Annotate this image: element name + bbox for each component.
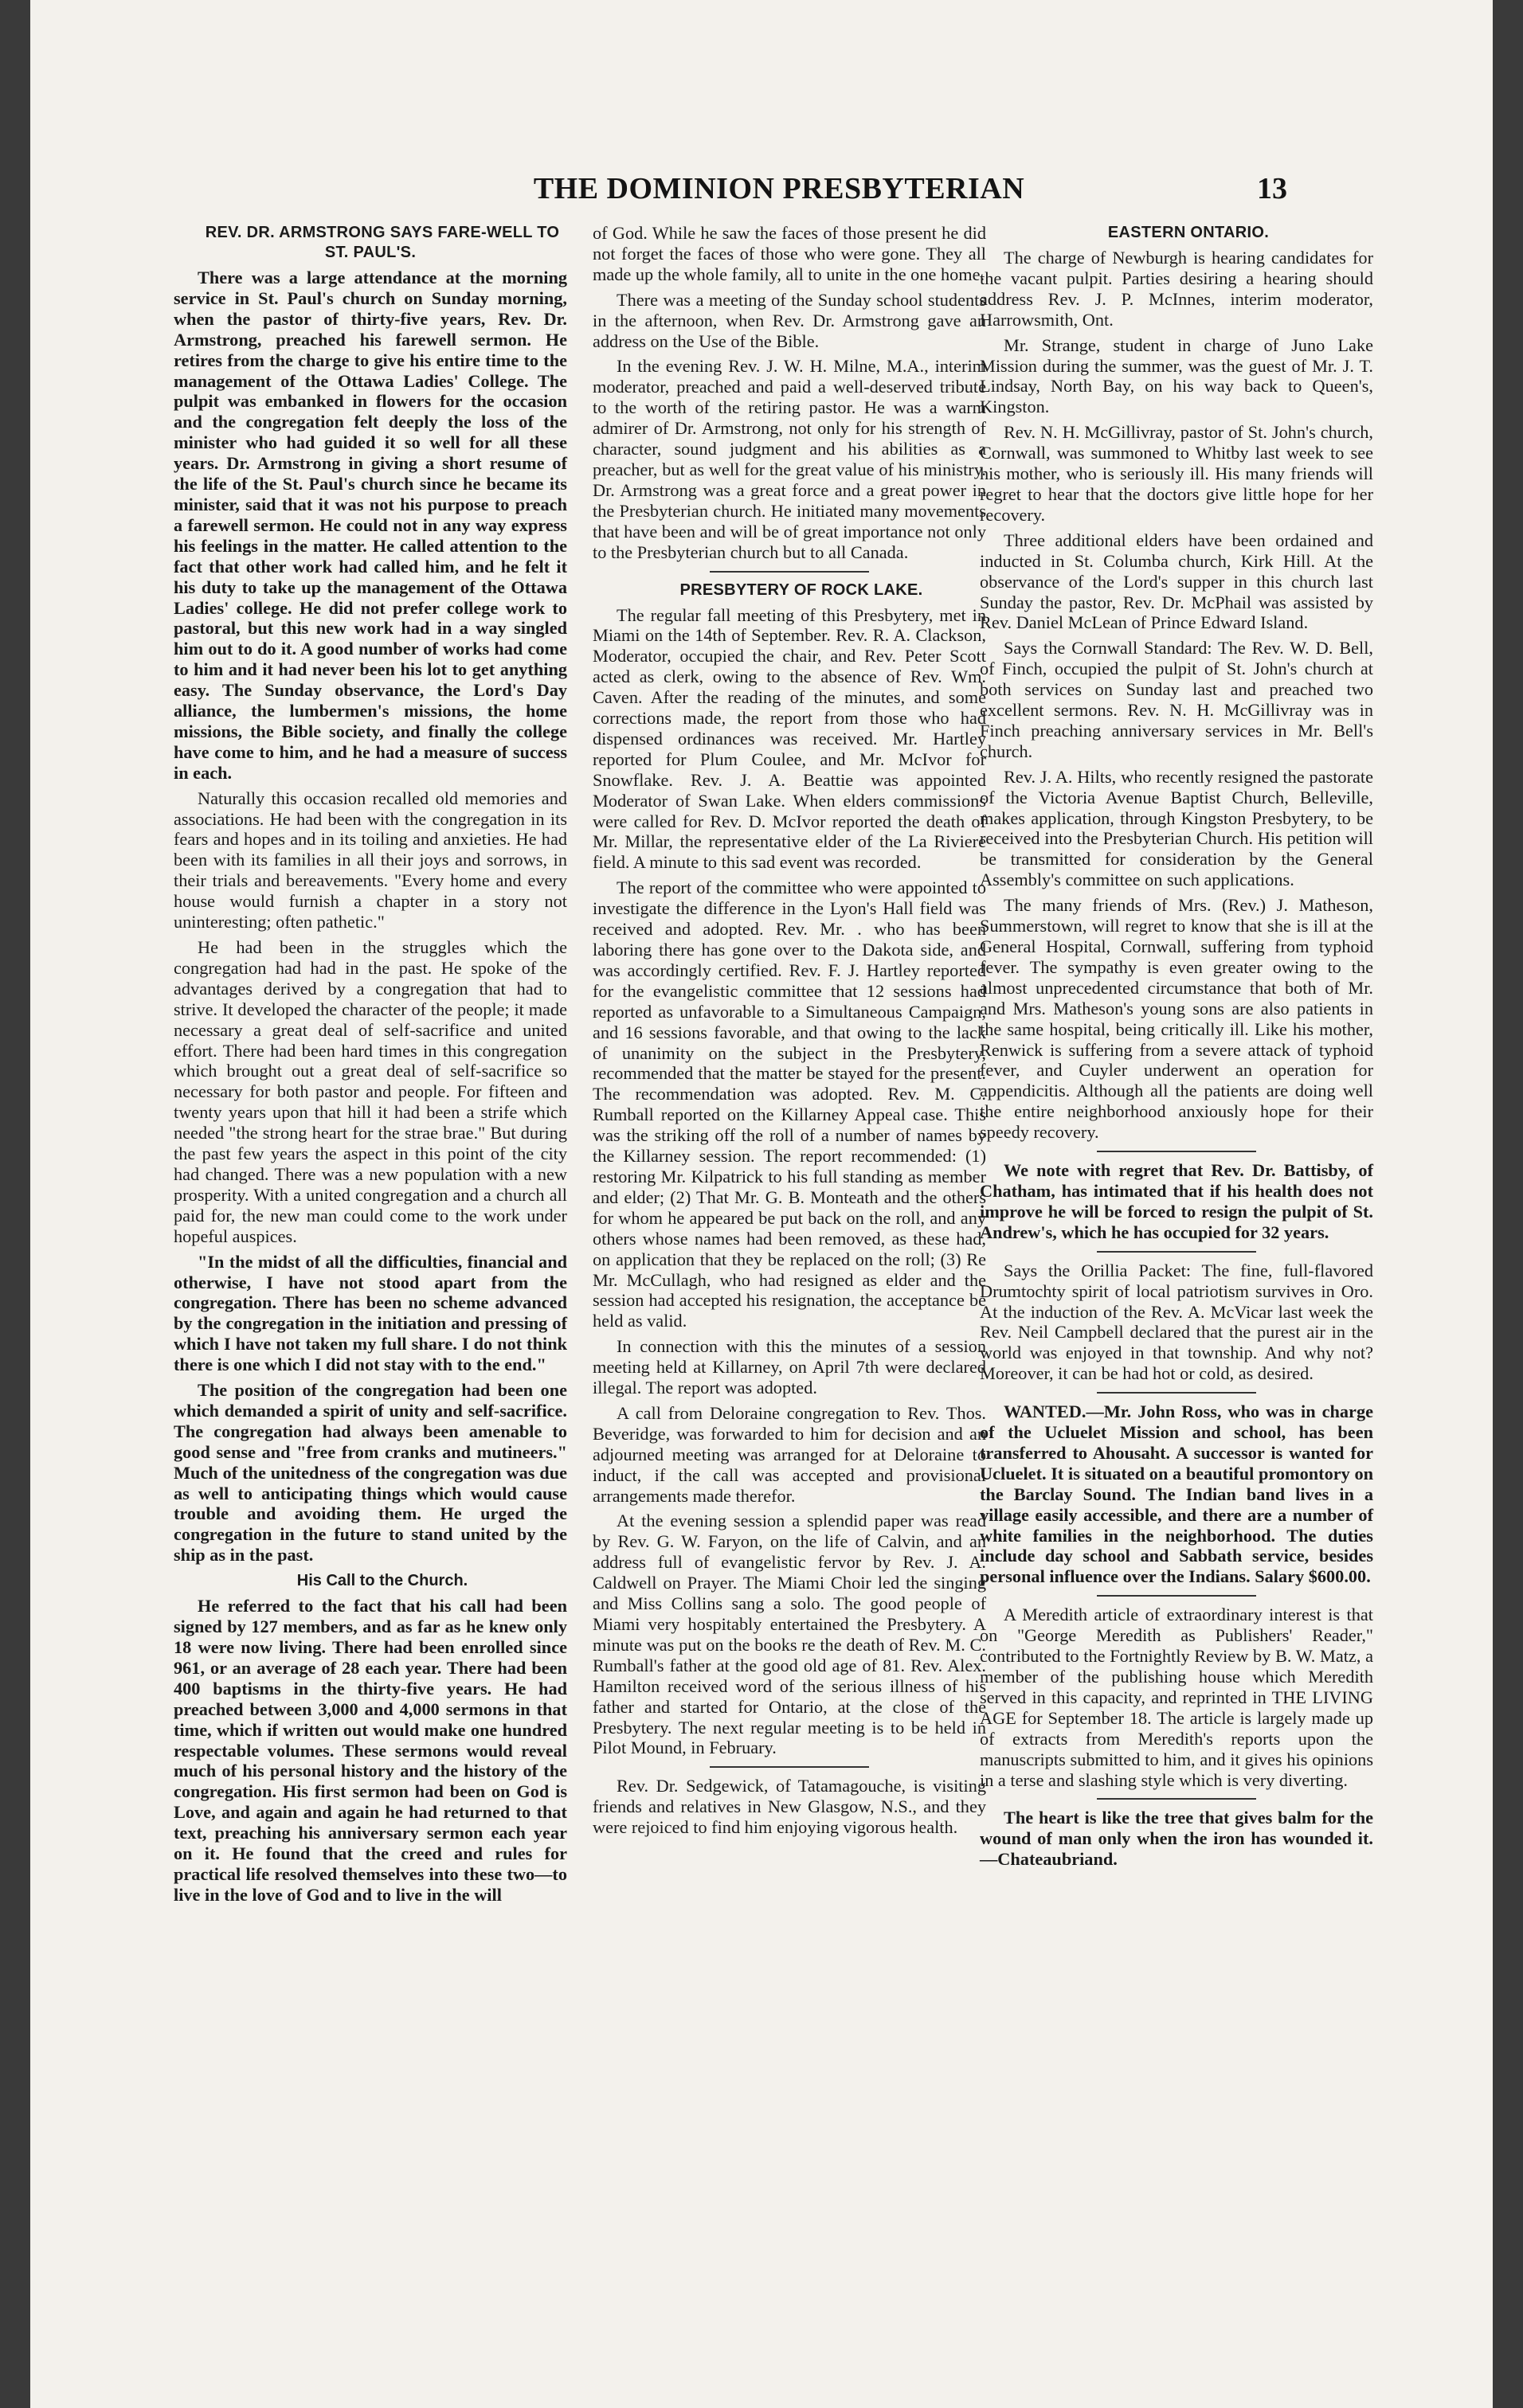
divider-rule <box>710 1766 869 1768</box>
newspaper-page <box>30 0 1493 2408</box>
paragraph: of God. While he saw the faces of those present he did not forget the faces of those who were gone. They all made up the whole family, all to unite in the one home. <box>593 223 986 284</box>
column-2 <box>593 223 986 1843</box>
page-number: 13 <box>1257 172 1287 205</box>
paragraph: WANTED.—Mr. John Ross, who was in charge of the Ucluelet Mission and school, has been transferred to Ahousaht. A successor is wanted for Ucluelet. It is situated on a beautiful promontory on the Barclay Sound. The Indian band lives in a village easily accessible, and there are a number of white families in the neighborhood. The duties include day school and Sabbath service, besides personal influence over the Indians. Salary $600.00. <box>980 1401 1373 1587</box>
divider-rule <box>710 571 869 573</box>
article-headline-armstrong: REV. DR. ARMSTRONG SAYS FARE-WELL TO ST. PAUL'S. <box>205 224 560 261</box>
paragraph: Three additional elders have been ordained and inducted in St. Columba church, Kirk Hill. At the observance of the Lord's supper in this church last Sunday the pastor, Rev. Dr. McPhail was assisted by Rev. Daniel McLean of Prince Edward Island. <box>980 530 1373 633</box>
paragraph: The heart is like the tree that gives balm for the wound of man only when the iron has wounded it.—Chateaubriand. <box>980 1808 1373 1870</box>
paragraph: The charge of Newburgh is hearing candidates for the vacant pulpit. Parties desiring a hearing should address Rev. J. P. McInnes, interim moderator, Harrowsmith, Ont. <box>980 248 1373 330</box>
paragraph: There was a meeting of the Sunday school students in the afternoon, when Rev. Dr. Armstrong gave an address on the Use of the Bible. <box>593 289 986 351</box>
paragraph: At the evening session a splendid paper was read by Rev. G. W. Faryon, on the life of Calvin, and an address full of evangelistic fervor by Rev. J. A. Caldwell on Prayer. The Miami Choir led the singing and Miss Collins sang a solo. The good people of Miami very hospitably entertained the Presbytery. A minute was put on the books re the death of Rev. M. C. Rumball's father at the good old age of 81. Rev. Alex. Hamilton received word of the serious illness of his father and started for Ontario, at the close of the Presbytery. The next regular meeting is to be held in Pilot Mound, in February. <box>593 1511 986 1758</box>
article-headline-rock-lake: PRESBYTERY OF ROCK LAKE. <box>679 580 923 599</box>
paragraph: We note with regret that Rev. Dr. Battisby, of Chatham, has intimated that if his health does not improve he will be forced to resign the pulpit of St. Andrew's, which he has occupied for 32 years. <box>980 1160 1373 1242</box>
paragraph: There was a large attendance at the morning service in St. Paul's church on Sunday morning, when the pastor of thirty-five years, Rev. Dr. Armstrong, preached his farewell sermon. He retires from the charge to give his entire time to the management of the Ottawa Ladies' College. The pulpit was embanked in flowers for the occasion and the congregation felt deeply the loss of the minister who had guided it so well for all these years. Dr. Armstrong in giving a short resume of the life of the St. Paul's church since he became its minister, said that it was not his purpose to preach a farewell sermon. He could not in any way express his feelings in the matter. He called attention to the fact that other work had called him, and he felt it his duty to take up the management of the Ottawa Ladies' college. He did not prefer college work to pastoral, but this new work had in a way singled him out to do it. A good number of works had come to him and it had never been his lot to get anything easy. The Sunday observance, the Lord's Day alliance, the lumbermen's missions, the home missions, the Bible society, and finally the college have come to him, and he had a measure of success in each. <box>174 268 567 783</box>
paragraph: Rev. Dr. Sedgewick, of Tatamagouche, is visiting friends and relatives in New Glasgow, N.S., and they were rejoiced to find him enjoying vigorous health. <box>593 1776 986 1838</box>
paragraph: In the evening Rev. J. W. H. Milne, M.A., interim moderator, preached and paid a well-deserved tribute to the worth of the retiring pastor. He was a warm admirer of Dr. Armstrong, not only for his strength of character, sound judgment and his abilities as a preacher, but as well for the great value of his ministry. Dr. Armstrong was a great force and a great power in the Presbyterian church. He initiated many movements that have been and will be of great importance not only to the Presbyterian church but to all Canada. <box>593 356 986 562</box>
paragraph: The report of the committee who were appointed to investigate the difference in the Lyon's Hall field was received and adopted. Rev. Mr. . who has been laboring there has gone over to the Dakota side, and was accordingly certified. Rev. F. J. Hartley reported for the evangelistic committee that 12 sessions had reported as unfavorable to a Simultaneous Campaign, and 16 sessions favorable, and that owing to the lack of unanimity on the subject in the Presbytery, recommended that the matter be stayed for the present. The recommendation was adopted. Rev. M. C. Rumball reported on the Killarney Appeal case. This was the striking off the roll of a number of names by the Killarney session. The report recommended: (1) restoring Mr. Kilpatrick to his full standing as member and elder; (2) That Mr. G. B. Monteath and the others for whom he appeared be put back on the roll, and any others whose names had been removed, as these had, on application that they be replaced on the roll; (3) Re Mr. McCullagh, who had resigned as elder and the session had accepted his resignation, the acceptance be held as valid. <box>593 878 986 1331</box>
paragraph: A Meredith article of extraordinary interest is that on "George Meredith as Publishers' Reader," contributed to the Fortnightly Review by B. W. Matz, a member of the publishing house which Meredith served in this capacity, and reprinted in THE LIVING AGE for September 18. The article is largely made up of extracts from Meredith's reports upon the manuscripts submitted to him, and it gives his opinions in a terse and slashing style which is very diverting. <box>980 1605 1373 1790</box>
paragraph: The regular fall meeting of this Presbytery, met in Miami on the 14th of September. Rev. R. A. Clackson, Moderator, occupied the chair, and Rev. Peter Scott acted as clerk, owing to the absence of Rev. Wm. Caven. After the reading of the minutes, and some corrections made, the report from those who had dispensed ordinances was received. Mr. Hartley reported for Plum Coulee, and Mr. McIvor for Snowflake. Rev. J. A. Beattie was appointed Moderator of Swan Lake. When elders commissions were called for Rev. D. McIvor reported the death of Mr. Millar, the representative elder of the La Riviere field. A minute to this sad event was recorded. <box>593 604 986 873</box>
scan-border-left <box>0 0 30 2408</box>
paragraph: He had been in the struggles which the congregation had had in the past. He spoke of the advantages derived by a congregation that had to strive. It developed the character of the people; it made necessary a great deal of self-sacrifice and united effort. There had been hard times in this congregation which brought out a great deal of self-sacrifice so necessary for both pastor and people. For fifteen and twenty years upon that hill it had been a strife which needed "the strong heart for the strae brae." But during the past few years the aspect in this point of the city had changed. There was a new population with a new prosperity. With a united congregation and a church all paid for, the new man could come to the work under hopeful auspices. <box>174 937 567 1246</box>
paragraph: Naturally this occasion recalled old memories and associations. He had been with the congregation in its fears and hopes and in its toiling and anxieties. He had been with its families in all their joys and sorrows, in their trials and bereavements. "Every home and every house would furnish a chapter in a story not uninteresting; often pathetic." <box>174 788 567 932</box>
section-subhead: His Call to the Church. <box>296 1572 468 1590</box>
paragraph: The position of the congregation had been one which demanded a spirit of unity and self-sacrifice. The congregation had always been amenable to good sense and "free from cranks and mutineers." Much of the unitedness of the congregation was due as well to anticipating things which would cause trouble and avoiding them. He urged the congregation in the future to stand united by the ship as in the past. <box>174 1380 567 1566</box>
column-1 <box>174 223 567 1910</box>
divider-rule <box>1097 1151 1256 1152</box>
article-headline-eastern-ontario: EASTERN ONTARIO. <box>1107 224 1270 241</box>
paragraph: In connection with this the minutes of a session meeting held at Killarney, on April 7th were declared illegal. The report was adopted. <box>593 1336 986 1398</box>
paragraph: Rev. J. A. Hilts, who recently resigned the pastorate of the Victoria Avenue Baptist Church, Belleville, makes application, through Kingston Presbytery, to be received into the Presbyterian Church. His petition will be transmitted for consideration by the General Assembly's committee on such applications. <box>980 766 1373 890</box>
divider-rule <box>1097 1798 1256 1800</box>
publication-title: THE DOMINION PRESBYTERIAN <box>533 172 1025 205</box>
divider-rule <box>1097 1595 1256 1597</box>
column-3 <box>980 223 1373 1874</box>
paragraph: The many friends of Mrs. (Rev.) J. Matheson, Summerstown, will regret to know that she is ill at the General Hospital, Cornwall, suffering from typhoid fever. The sympathy is even greater owing to the almost unprecedented circumstance that both of Mr. and Mrs. Matheson's young sons are also patients in the same hospital, being critically ill. Like his mother, Renwick is suffering from a severe attack of typhoid fever, and Cuyler underwent an operation for appendicitis. Although all the patients are doing well the entire neighborhood anxiously hope for their speedy recovery. <box>980 895 1373 1143</box>
divider-rule <box>1097 1251 1256 1253</box>
paragraph: Says the Orillia Packet: The fine, full-flavored Drumtochty spirit of local patriotism survives in Oro. At the induction of the Rev. A. McVicar last week the Rev. Neil Campbell declared that the purest air in the world was enjoyed in that township. And why not? Moreover, it can be had hot or cold, as desired. <box>980 1260 1373 1384</box>
paragraph: He referred to the fact that his call had been signed by 127 members, and as far as he knew only 18 were now living. There had been enrolled since 961, or an average of 28 each year. There had been 400 baptisms in the thirty-five years. He had preached between 3,000 and 4,000 sermons in that time, which if written out would make one hundred respectable volumes. These sermons would reveal much of his personal history and the history of the congregation. His first sermon had been on God is Love, and again and again he had returned to that text, preaching his anniversary sermon each year on it. He found that the creed and rules for practical life resolved themselves into these two—to live in the love of God and to live in the will <box>174 1596 567 1905</box>
paragraph: Says the Cornwall Standard: The Rev. W. D. Bell, of Finch, occupied the pulpit of St. John's church at both services on Sunday last and preached two excellent sermons. Rev. N. H. McGillivray was in Finch preaching anniversary services in Mr. Bell's church. <box>980 638 1373 761</box>
page-header <box>30 171 1493 219</box>
paragraph: "In the midst of all the difficulties, financial and otherwise, I have not stood apart from the congregation. There has been no scheme advanced by the congregation in the initiation and pressing of which I have not taken my full share. I do not think there is one which I did not stay with to the end." <box>174 1251 567 1375</box>
paragraph: Rev. N. H. McGillivray, pastor of St. John's church, Cornwall, was summoned to Whitby last week to see his mother, who is seriously ill. His many friends will regret to hear that the doctors give little hope for her recovery. <box>980 422 1373 525</box>
scan-border-right <box>1493 0 1523 2408</box>
paragraph: Mr. Strange, student in charge of Juno Lake Mission during the summer, was the guest of Mr. J. T. Lindsay, North Bay, on his way back to Queen's, Kingston. <box>980 334 1373 417</box>
divider-rule <box>1097 1392 1256 1394</box>
paragraph: A call from Deloraine congregation to Rev. Thos. Beveridge, was forwarded to him for decision and an adjourned meeting was arranged for at Deloraine to induct, if the call was accepted and provisional arrangements made therefor. <box>593 1402 986 1506</box>
